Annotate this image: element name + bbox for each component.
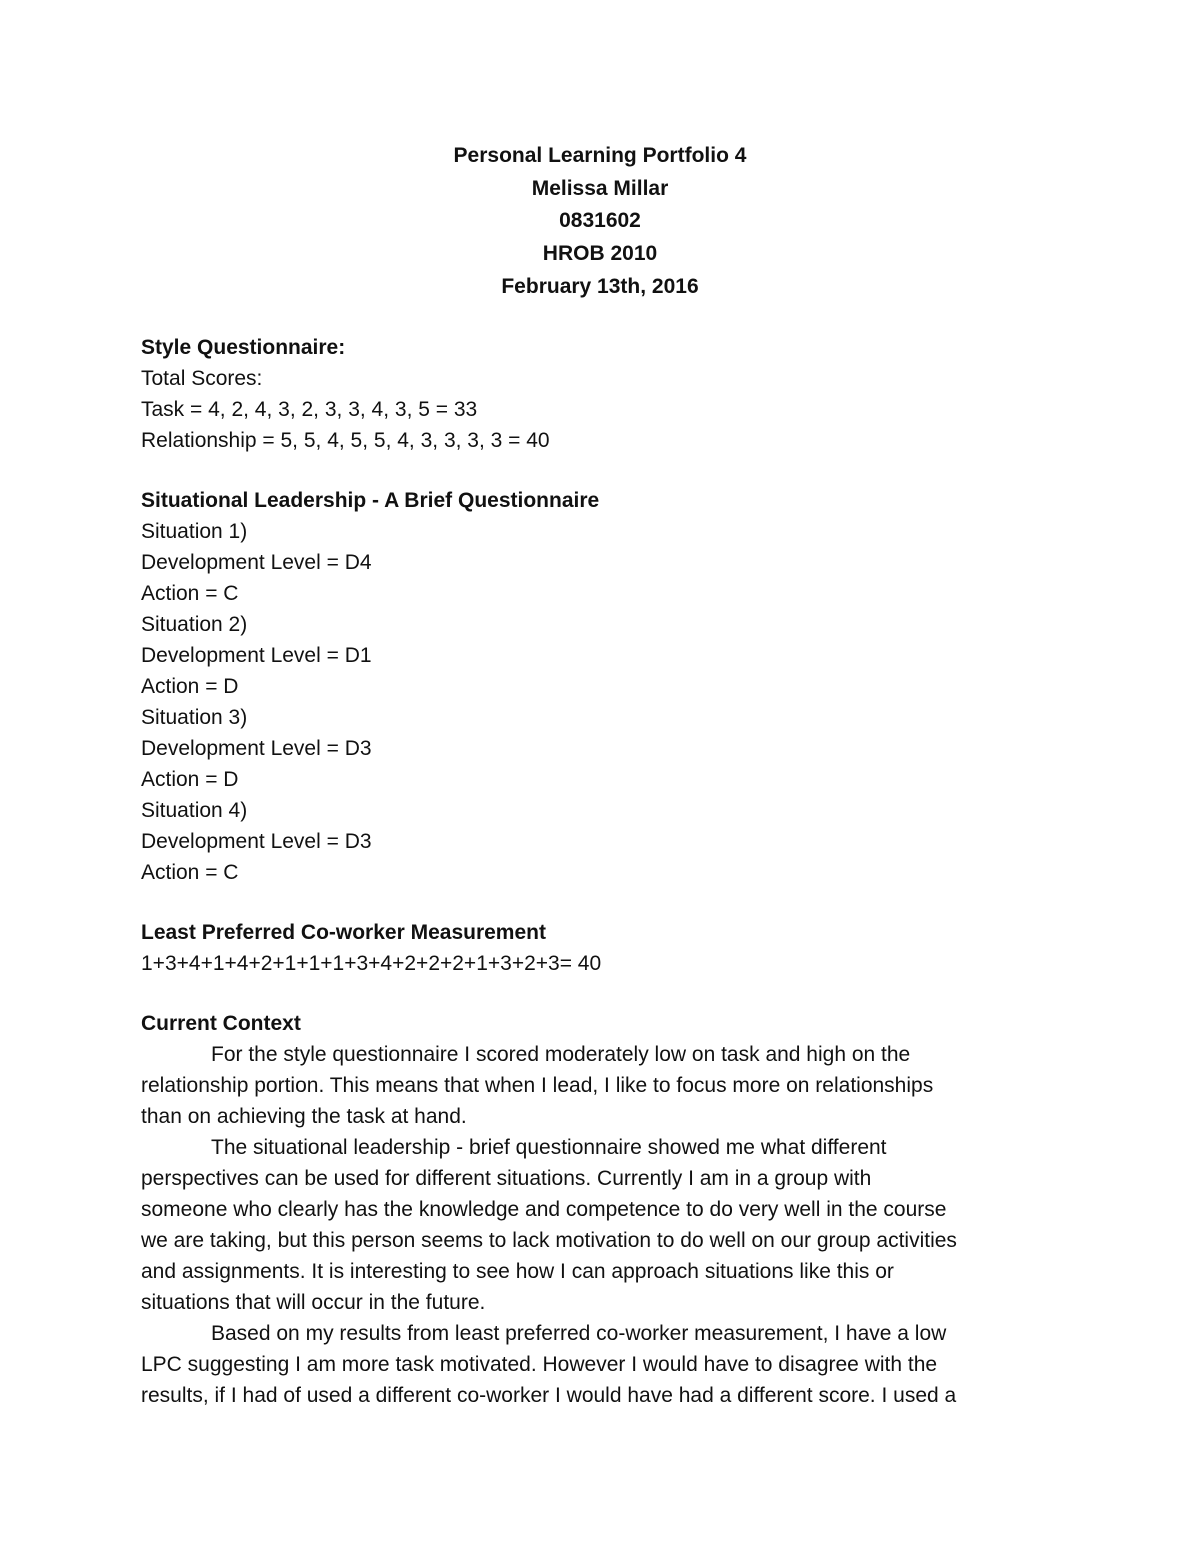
relationship-score-line: Relationship = 5, 5, 4, 5, 5, 4, 3, 3, 3, 3 = 40 <box>141 429 550 452</box>
section-heading: Least Preferred Co-worker Measurement <box>141 921 546 944</box>
section-spacer <box>141 979 1066 1008</box>
situation-label: Situation 2) <box>141 613 248 636</box>
paragraph-line: and assignments. It is interesting to see how I can approach situations like this or <box>141 1260 894 1283</box>
style-questionnaire-section <box>141 332 1066 456</box>
paragraph-line: For the style questionnaire I scored moderately low on task and high on the <box>211 1043 911 1066</box>
current-context-section <box>141 1008 1066 1411</box>
lpc-sum-line: 1+3+4+1+4+2+1+1+1+3+4+2+2+2+1+3+2+3= 40 <box>141 952 602 975</box>
paragraph-line: LPC suggesting I am more task motivated. However I would have to disagree with the <box>141 1353 938 1376</box>
situation-label: Situation 4) <box>141 799 248 822</box>
action-line: Action = D <box>141 768 239 791</box>
paragraph <box>141 1039 1066 1132</box>
development-level: Development Level = D3 <box>141 737 372 760</box>
paragraph-line: perspectives can be used for different situations. Currently I am in a group with <box>141 1167 872 1190</box>
student-id: 0831602 <box>559 209 641 233</box>
task-score-line: Task = 4, 2, 4, 3, 2, 3, 3, 4, 3, 5 = 33 <box>141 398 478 421</box>
paragraph-line: Based on my results from least preferred co-worker measurement, I have a low <box>211 1322 947 1345</box>
section-heading: Style Questionnaire: <box>141 336 346 359</box>
paragraph-line: someone who clearly has the knowledge and competence to do very well in the course <box>141 1198 947 1221</box>
development-level: Development Level = D3 <box>141 830 372 853</box>
paragraph-line: we are taking, but this person seems to lack motivation to do well on our group activities <box>141 1229 957 1252</box>
author-name: Melissa Millar <box>531 176 669 200</box>
document-date: February 13th, 2016 <box>501 274 699 298</box>
paragraph-line: results, if I had of used a different co-worker I would have had a different score. I used a <box>141 1384 957 1407</box>
action-line: Action = D <box>141 675 239 698</box>
section-spacer <box>141 456 1066 485</box>
paragraph-line: relationship portion. This means that when I lead, I like to focus more on relationships <box>141 1074 934 1097</box>
document-title: Personal Learning Portfolio 4 <box>453 144 747 167</box>
development-level: Development Level = D4 <box>141 551 372 574</box>
section-spacer <box>141 888 1066 917</box>
action-line: Action = C <box>141 582 239 605</box>
document-header <box>0 140 1200 304</box>
action-line: Action = C <box>141 861 239 884</box>
situation-label: Situation 1) <box>141 520 248 543</box>
paragraph-line: than on achieving the task at hand. <box>141 1105 467 1128</box>
section-heading: Current Context <box>141 1012 301 1035</box>
development-level: Development Level = D1 <box>141 644 372 667</box>
paragraph-line: situations that will occur in the future. <box>141 1291 486 1314</box>
document-body <box>141 332 1066 1411</box>
paragraph-line: The situational leadership - brief questionnaire showed me what different <box>211 1136 887 1159</box>
situation-label: Situation 3) <box>141 706 248 729</box>
course-code: HROB 2010 <box>542 242 658 266</box>
paragraph <box>141 1132 1066 1318</box>
paragraph <box>141 1318 1066 1411</box>
section-heading: Situational Leadership - A Brief Questionnaire <box>141 489 600 512</box>
total-scores-label: Total Scores: <box>141 367 263 390</box>
lpc-section <box>141 917 1066 979</box>
situational-leadership-section <box>141 485 1066 888</box>
